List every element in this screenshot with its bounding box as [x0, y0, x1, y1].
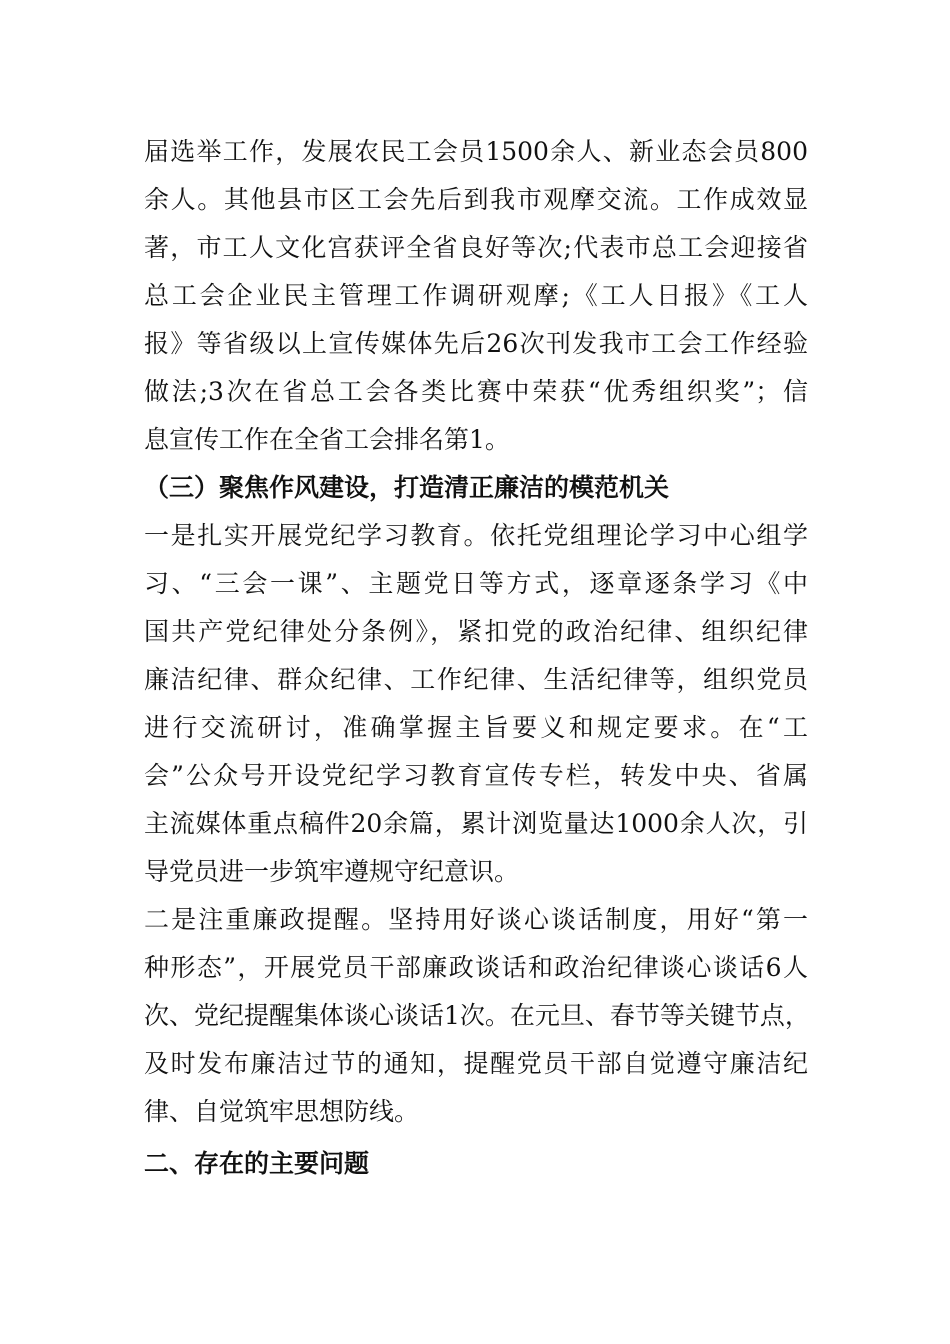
text-line: 著，市工人文化宫获评全省良好等次;代表市总工会迎接省: [144, 233, 808, 262]
text-line: 会”公众号开设党纪学习教育宣传专栏，转发中央、省属: [144, 761, 808, 790]
text-line: 律、自觉筑牢思想防线。: [144, 1097, 420, 1126]
text-line: 总工会企业民主管理工作调研观摩;《工人日报》《工人: [144, 281, 808, 310]
section-heading-3: （三）聚焦作风建设，打造清正廉洁的模范机关: [144, 473, 670, 502]
text-line: 余人。其他县市区工会先后到我市观摩交流。工作成效显: [144, 185, 808, 214]
text-line: 及时发布廉洁过节的通知，提醒党员干部自觉遵守廉洁纪: [144, 1049, 808, 1078]
text-line: 报》等省级以上宣传媒体先后26次刊发我市工会工作经验: [144, 329, 808, 358]
text-line: 二是注重廉政提醒。坚持用好谈心谈话制度，用好“第一: [144, 905, 808, 934]
text-line: 种形态”，开展党员干部廉政谈话和政治纪律谈心谈话6人: [144, 953, 808, 982]
text-line: 进行交流研讨，准确掌握主旨要义和规定要求。在“工: [144, 713, 808, 742]
text-line: 息宣传工作在全省工会排名第1。: [144, 425, 510, 454]
paragraph-discipline-education: [144, 512, 808, 896]
document-body: [144, 128, 808, 1188]
text-line: 做法;3次在省总工会各类比赛中荣获“优秀组织奖”；信: [144, 377, 808, 406]
text-line: 一是扎实开展党纪学习教育。依托党组理论学习中心组学: [144, 521, 808, 550]
paragraph-integrity-reminders: [144, 896, 808, 1136]
paragraph-achievements: [144, 128, 808, 464]
section-heading-2: 二、存在的主要问题: [144, 1149, 370, 1178]
text-line: 届选举工作，发展农民工会员1500余人、新业态会员800: [144, 137, 808, 166]
text-line: 主流媒体重点稿件20余篇，累计浏览量达1000余人次，引: [144, 809, 808, 838]
text-line: 国共产党纪律处分条例》，紧扣党的政治纪律、组织纪律: [144, 617, 808, 646]
text-line: 导党员进一步筑牢遵规守纪意识。: [144, 857, 520, 886]
text-line: 次、党纪提醒集体谈心谈话1次。在元旦、春节等关键节点，: [144, 1001, 810, 1030]
text-line: 习、“三会一课”、主题党日等方式，逐章逐条学习《中: [144, 569, 808, 598]
text-line: 廉洁纪律、群众纪律、工作纪律、生活纪律等，组织党员: [144, 665, 808, 694]
